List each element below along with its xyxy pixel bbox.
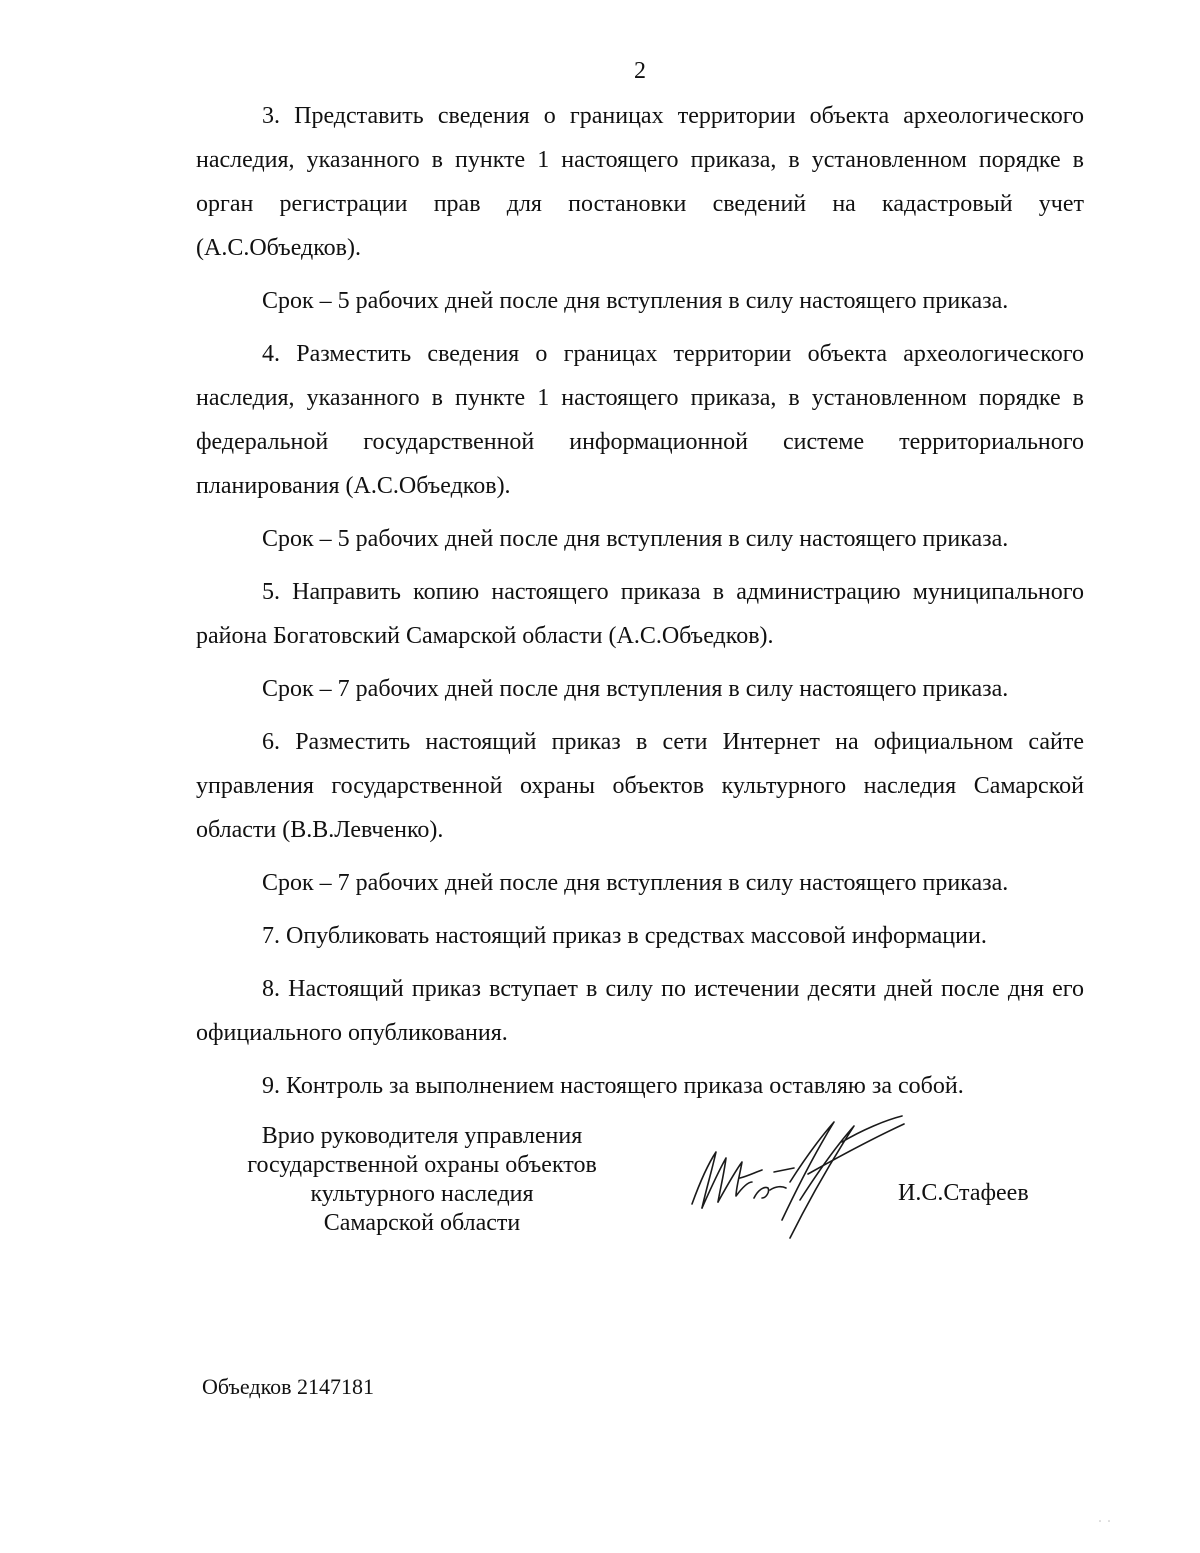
signatory-position <box>222 1122 622 1238</box>
order-body <box>196 94 1084 1117</box>
paragraph-item-7: 7. Опубликовать настоящий приказ в средствах массовой информации. <box>262 923 987 949</box>
signatory-position-line: Врио руководителя управления <box>261 1123 583 1149</box>
signatory-position-line: Самарской области <box>323 1210 521 1236</box>
paragraph-item-8: 8. Настоящий приказ вступает в силу по истечении десяти дней после дня его официального опубликования. <box>196 976 1084 1046</box>
handwritten-signature-icon <box>682 1112 912 1242</box>
paragraph-deadline-4: Срок – 5 рабочих дней после дня вступления в силу настоящего приказа. <box>262 526 1009 552</box>
signatory-position-line: государственной охраны объектов <box>247 1152 597 1178</box>
paragraph-deadline-3: Срок – 5 рабочих дней после дня вступления в силу настоящего приказа. <box>262 288 1009 314</box>
scan-speck-icon <box>1098 1519 1112 1523</box>
executor-contact: Объедков 2147181 <box>202 1374 375 1399</box>
paragraph-deadline-5: Срок – 7 рабочих дней после дня вступления в силу настоящего приказа. <box>262 676 1009 702</box>
paragraph-item-6: 6. Разместить настоящий приказ в сети Интернет на официальном сайте управления государственной охраны объектов культурного наследия Самарской области (В.В.Левченко). <box>196 729 1084 843</box>
signature-block <box>196 1122 1084 1252</box>
paragraph-item-4: 4. Разместить сведения о границах территории объекта археологического наследия, указанного в пункте 1 настоящего приказа, в установленном порядке в федеральной государственной информационной системе территориального планирования (А.С.Объедков). <box>196 341 1084 499</box>
paragraph-item-5: 5. Направить копию настоящего приказа в администрацию муниципального района Богатовский Самарской области (А.С.Объедков). <box>196 579 1084 649</box>
signatory-position-line: культурного наследия <box>310 1181 534 1207</box>
page-number: 2 <box>634 58 646 84</box>
paragraph-deadline-6: Срок – 7 рабочих дней после дня вступления в силу настоящего приказа. <box>262 870 1009 896</box>
paragraph-item-3: 3. Представить сведения о границах территории объекта археологического наследия, указанного в пункте 1 настоящего приказа, в установленном порядке в орган регистрации прав для постановки сведений на кадастровый учет (А.С.Объедков). <box>196 103 1084 261</box>
signatory-name: И.С.Стафеев <box>898 1180 1029 1206</box>
paragraph-item-9: 9. Контроль за выполнением настоящего приказа оставляю за собой. <box>262 1073 964 1099</box>
